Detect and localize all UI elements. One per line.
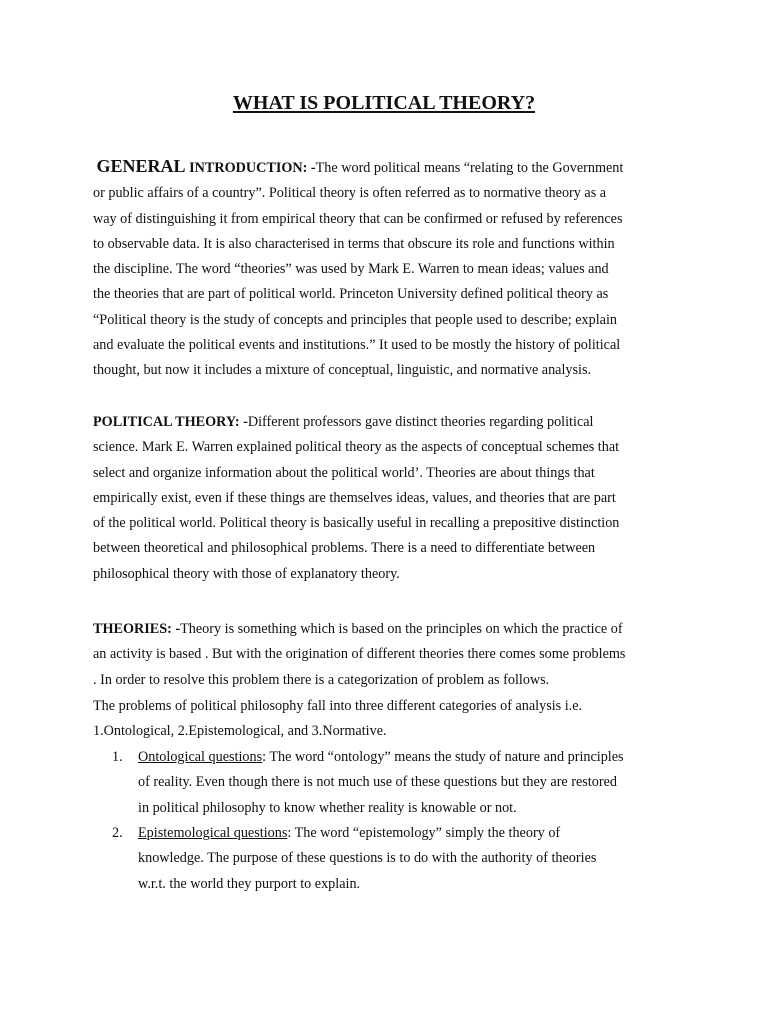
- list-number: 2.: [112, 825, 123, 841]
- title-text: WHAT IS POLITICAL THEORY?: [232, 92, 536, 114]
- intro-paragraph: [93, 154, 678, 384]
- list-term: Ontological questions: [138, 749, 263, 765]
- list-line: of reality. Even though there is not much use of these questions but they are restored: [138, 774, 617, 791]
- list-line: in political philosophy to know whether reality is knowable or not.: [138, 799, 517, 816]
- political-theory-line: science. Mark E. Warren explained political theory as the aspects of conceptual schemes that: [93, 439, 620, 456]
- question-list-item-1: [112, 745, 682, 821]
- intro-line: thought, but now it includes a mixture of conceptual, linguistic, and normative analysis.: [93, 362, 592, 379]
- problems-line-2: 1.Ontological, 2.Epistemological, and 3.Normative.: [93, 723, 387, 739]
- intro-line: “Political theory is the study of concepts and principles that people used to describe; explain: [93, 311, 618, 328]
- intro-line: to observable data. It is also characterised in terms that obscure its role and functions within: [93, 235, 615, 252]
- list-number: 1.: [112, 749, 123, 765]
- list-item: 2. Epistemological questions: The word “epistemology” simply the theory of knowledge. The purpose of these questions is to do with the authority of theories w.r.t. the world they purport to explain.: [112, 821, 682, 897]
- intro-line: the theories that are part of political world. Princeton University defined political theory as: [93, 286, 609, 303]
- question-list-item-2: [112, 821, 682, 897]
- political-theory-line-1: POLITICAL THEORY: -Different professors gave distinct theories regarding political: [93, 414, 594, 430]
- intro-line-1: GENERAL INTRODUCTION: -The word political means “relating to the Government: [96, 156, 624, 176]
- political-theory-paragraph: [93, 410, 678, 587]
- political-theory-line: philosophical theory with those of explanatory theory.: [93, 565, 400, 582]
- intro-line: the discipline. The word “theories” was used by Mark E. Warren to mean ideas; values and: [93, 261, 609, 278]
- list-item: 1. Ontological questions: The word “ontology” means the study of nature and principles of reality. Even though there is not much use of these questions but they are restored in political philosophy to know whether reality is knowable or not.: [112, 745, 682, 821]
- intro-line: way of distinguishing it from empirical theory that can be confirmed or refused by references: [93, 210, 623, 227]
- theories-heading: THEORIES: -: [93, 621, 181, 637]
- intro-line: or public affairs of a country”. Political theory is often referred as to normative theory as a: [93, 185, 607, 202]
- political-theory-line: empirically exist, even if these things are themselves ideas, values, and theories that are part: [93, 489, 616, 506]
- theories-line-1: THEORIES: -Theory is something which is based on the principles on which the practice of: [93, 621, 623, 637]
- political-theory-line: select and organize information about the political world’. Theories are about things that: [93, 464, 595, 481]
- political-theory-line: of the political world. Political theory is basically useful in recalling a prepositive distinction: [93, 515, 620, 532]
- intro-line: and evaluate the political events and institutions.” It used to be mostly the history of political: [93, 337, 621, 354]
- theories-line: . In order to resolve this problem there is a categorization of problem as follows.: [93, 671, 550, 688]
- list-line: w.r.t. the world they purport to explain.: [138, 875, 361, 892]
- list-term: Epistemological questions: [138, 825, 288, 841]
- political-theory-heading: POLITICAL THEORY: -: [93, 414, 248, 430]
- intro-lead-word: GENERAL: [96, 156, 186, 176]
- intro-lead-rest: INTRODUCTION: -: [185, 160, 316, 176]
- problems-line-1: The problems of political philosophy fall into three different categories of analysis i.e.: [93, 698, 583, 714]
- theories-paragraph: [93, 617, 678, 693]
- theories-line: an activity is based . But with the origination of different theories there comes some problems: [93, 646, 626, 663]
- page-title: [0, 92, 768, 115]
- list-line: knowledge. The purpose of these questions is to do with the authority of theories: [138, 850, 597, 867]
- political-theory-line: between theoretical and philosophical problems. There is a need to differentiate between: [93, 540, 596, 557]
